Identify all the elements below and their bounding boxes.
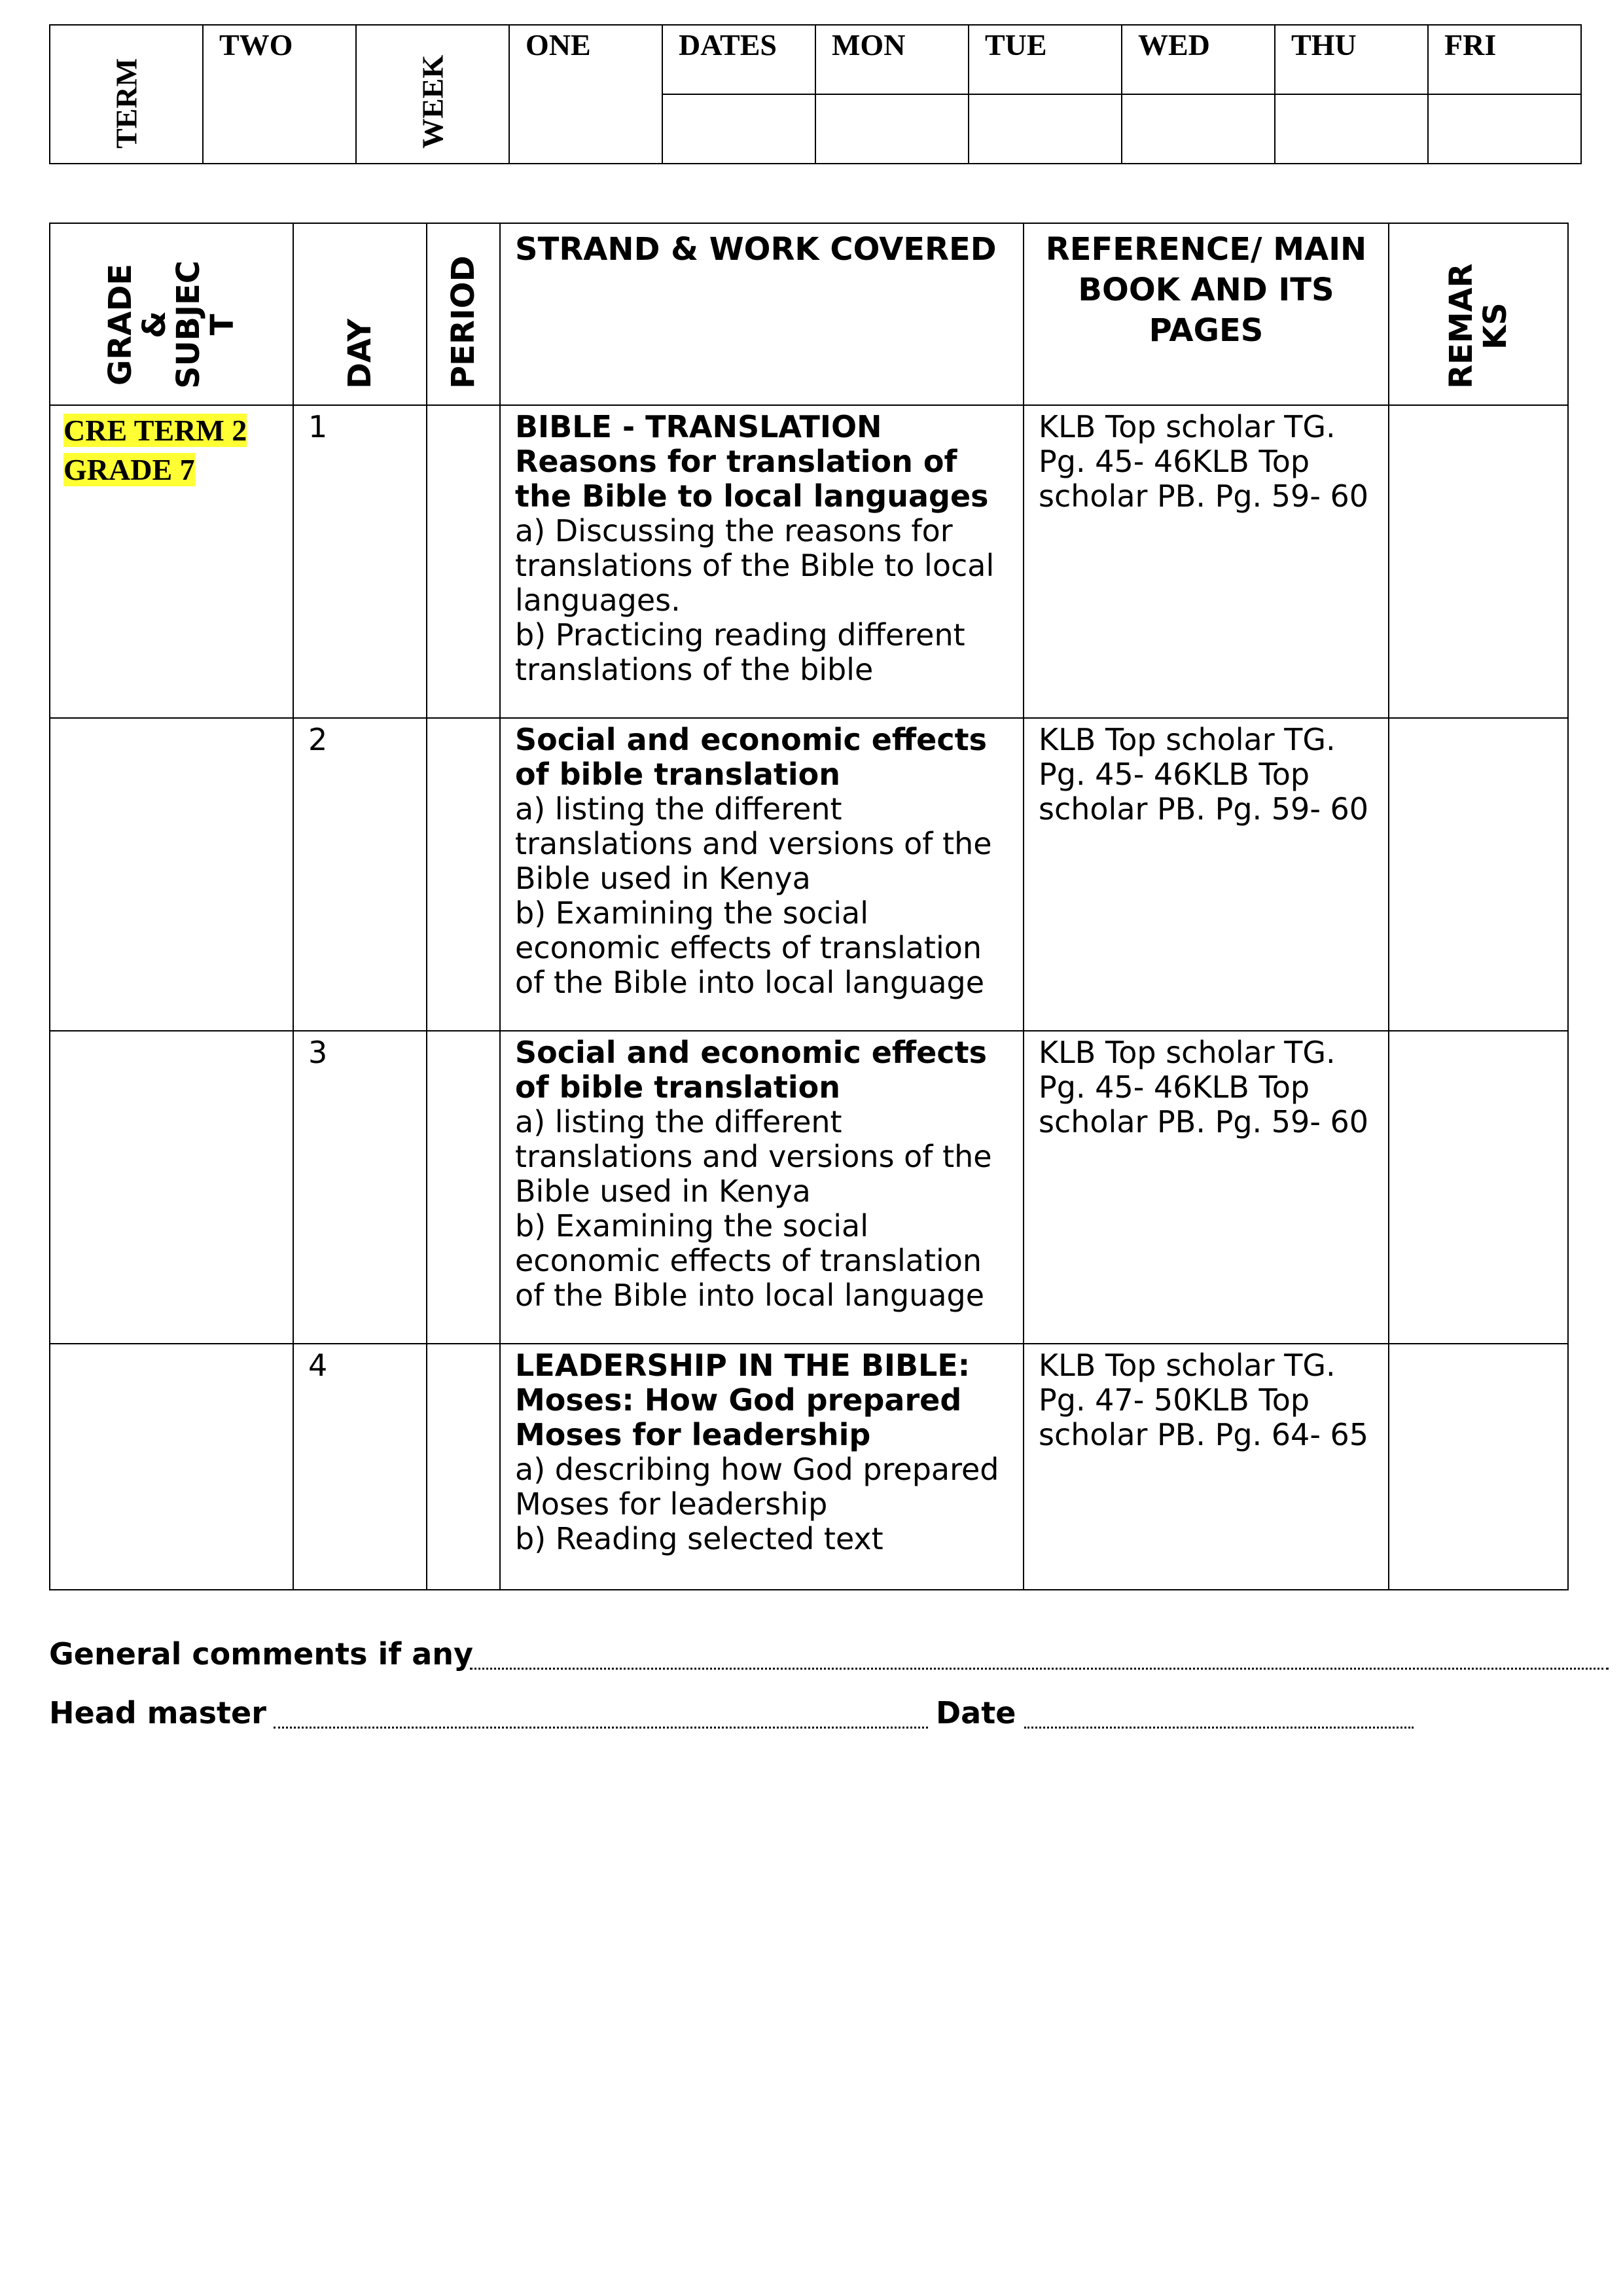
grade-subject-cell <box>50 405 293 718</box>
table-row <box>50 1031 1568 1344</box>
day-tue-label: TUE <box>969 25 1122 94</box>
day-cell: 1 <box>293 405 427 718</box>
term-label-cell <box>50 25 203 164</box>
reference-cell: KLB Top scholar TG. Pg. 45- 46KLB Top scholar PB. Pg. 59- 60 <box>1024 405 1389 718</box>
headmaster-signature-field[interactable] <box>274 1727 928 1729</box>
headmaster-label: Head master <box>49 1695 266 1731</box>
grade-subject-cell <box>50 1344 293 1590</box>
strand-activity-a: a) Discussing the reasons for translations of the Bible to local languages. <box>515 513 995 618</box>
strand-title: LEADERSHIP IN THE BIBLE: <box>515 1348 971 1383</box>
strand-title: BIBLE - TRANSLATION <box>515 409 882 444</box>
table-row <box>50 718 1568 1031</box>
thu-date-cell[interactable] <box>1275 94 1428 164</box>
reference-cell: KLB Top scholar TG. Pg. 45- 46KLB Top scholar PB. Pg. 59- 60 <box>1024 1031 1389 1344</box>
remarks-cell[interactable] <box>1389 405 1568 718</box>
grade-subject-header-text: GRADE & SUBJEC T <box>102 260 241 389</box>
general-comments-field[interactable] <box>470 1668 1609 1670</box>
period-header <box>427 223 500 405</box>
strand-cell <box>500 1031 1024 1344</box>
wed-date-cell[interactable] <box>1122 94 1275 164</box>
grade-subject-cell <box>50 718 293 1031</box>
strand-subtitle: Reasons for translation of the Bible to local languages <box>515 444 989 514</box>
day-cell: 4 <box>293 1344 427 1590</box>
tue-date-cell[interactable] <box>969 94 1122 164</box>
dates-label: DATES <box>662 25 815 94</box>
day-header-text: DAY <box>342 318 378 389</box>
fri-date-cell[interactable] <box>1428 94 1581 164</box>
term-label: TERM <box>109 58 143 149</box>
day-mon-label: MON <box>815 25 969 94</box>
grade-subject-line2: GRADE 7 <box>63 453 195 486</box>
term-week-table <box>49 24 1582 164</box>
day-header <box>293 223 427 405</box>
day-cell: 3 <box>293 1031 427 1344</box>
strand-activity-b: b) Practicing reading different translations of the bible <box>515 617 965 687</box>
date-label: Date <box>936 1695 1016 1731</box>
strand-activity-a: a) listing the different translations and versions of the Bible used in Kenya <box>515 791 992 896</box>
reference-cell: KLB Top scholar TG. Pg. 47- 50KLB Top scholar PB. Pg. 64- 65 <box>1024 1344 1389 1590</box>
strand-subtitle: Moses: How God prepared Moses for leadership <box>515 1382 962 1452</box>
term-value[interactable]: TWO <box>203 25 356 164</box>
strand-activity-a: a) listing the different translations and versions of the Bible used in Kenya <box>515 1104 992 1209</box>
week-label: WEEK <box>416 54 450 149</box>
day-fri-label: FRI <box>1428 25 1581 94</box>
mon-date-cell[interactable] <box>815 94 969 164</box>
remarks-cell[interactable] <box>1389 1031 1568 1344</box>
strand-activity-a: a) describing how God prepared Moses for leadership <box>515 1452 999 1522</box>
period-cell[interactable] <box>427 1344 500 1590</box>
period-header-text: PERIOD <box>445 255 482 389</box>
date-field[interactable] <box>1024 1727 1414 1729</box>
week-value[interactable]: ONE <box>509 25 662 164</box>
strand-header: STRAND & WORK COVERED <box>500 223 1024 405</box>
grade-subject-header <box>50 223 293 405</box>
table-row <box>50 1344 1568 1590</box>
table-row <box>50 405 1568 718</box>
week-label-cell <box>356 25 509 164</box>
remarks-cell[interactable] <box>1389 1344 1568 1590</box>
strand-subtitle: Social and economic effects of bible translation <box>515 722 988 792</box>
strand-cell <box>500 718 1024 1031</box>
period-cell[interactable] <box>427 1031 500 1344</box>
grade-subject-line1: CRE TERM 2 <box>63 414 247 447</box>
period-cell[interactable] <box>427 405 500 718</box>
strand-subtitle: Social and economic effects of bible translation <box>515 1035 988 1105</box>
reference-cell: KLB Top scholar TG. Pg. 45- 46KLB Top scholar PB. Pg. 59- 60 <box>1024 718 1389 1031</box>
day-thu-label: THU <box>1275 25 1428 94</box>
reference-header: REFERENCE/ MAIN BOOK AND ITS PAGES <box>1024 223 1389 405</box>
remarks-cell[interactable] <box>1389 718 1568 1031</box>
grade-subject-cell <box>50 1031 293 1344</box>
strand-cell <box>500 1344 1024 1590</box>
strand-activity-b: b) Examining the social economic effects of translation of the Bible into local language <box>515 895 985 1000</box>
strand-cell <box>500 405 1024 718</box>
day-cell: 2 <box>293 718 427 1031</box>
scheme-of-work-table <box>49 223 1569 1590</box>
day-wed-label: WED <box>1122 25 1275 94</box>
remarks-header-text: REMAR KS <box>1443 263 1514 389</box>
remarks-header <box>1389 223 1568 405</box>
strand-activity-b: b) Examining the social economic effects of translation of the Bible into local language <box>515 1208 985 1313</box>
strand-activity-b: b) Reading selected text <box>515 1521 883 1556</box>
period-cell[interactable] <box>427 718 500 1031</box>
general-comments-label: General comments if any <box>49 1636 474 1672</box>
dates-input-cell[interactable] <box>662 94 815 164</box>
